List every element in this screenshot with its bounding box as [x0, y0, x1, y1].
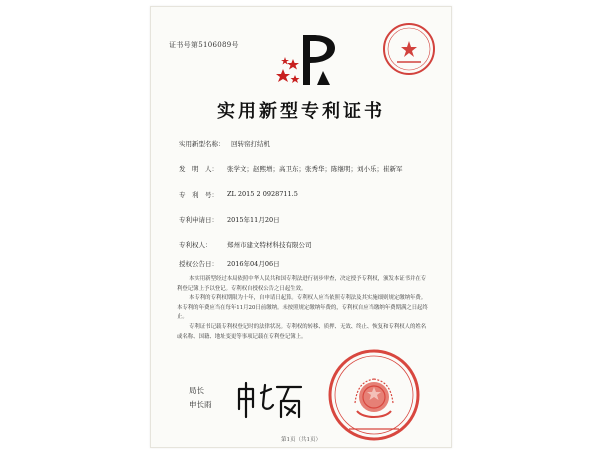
page-footer: 第1页（共1页）	[281, 437, 321, 443]
certificate-title: 实用新型专利证书	[217, 101, 385, 122]
field-label-patentee: 专利权人：	[179, 241, 212, 249]
field-value-patentee: 郑州市建文特材科技有限公司	[227, 241, 312, 249]
body-paragraph: 本实用新型经过本局依照中华人民共和国专利法进行初步审查，决定授予专利权，颁发本证书并在专利登记簿上予以登记。专利权自授权公告之日起生效。	[177, 276, 427, 292]
field-value-application-date: 2015年11月20日	[227, 216, 280, 224]
field-value-name: 回转窑打结机	[231, 140, 270, 148]
official-seal-small-icon	[381, 21, 437, 77]
national-emblem-seal-icon	[319, 345, 429, 445]
signature-title: 局长	[189, 386, 204, 395]
field-value-patent-number: ZL 2015 2 0928711.5	[227, 190, 298, 198]
handwritten-signature-icon	[233, 379, 305, 421]
field-label-patent-number: 专 利 号：	[179, 191, 218, 199]
field-label-publication-date: 授权公告日：	[179, 260, 218, 268]
patent-certificate	[150, 6, 452, 448]
body-paragraph: 本专利的专利权期限为十年，自申请日起算。专利权人应当依照专利法及其实施细则规定缴纳年费。本专利的年费应当在每年11月20日前缴纳。未按照规定缴纳年费的，专利权自应当缴纳年费期满之日起终止。	[177, 295, 428, 321]
patent-office-logo-icon	[273, 27, 343, 89]
field-value-inventors: 张学文；赵熙增；高卫东；张秀华；陈继明；刘小乐；崔新军	[227, 165, 403, 173]
field-label-name: 实用新型名称：	[179, 140, 225, 148]
field-label-inventors: 发 明 人：	[179, 165, 218, 173]
certificate-body	[177, 275, 429, 342]
signatory-name: 申长雨	[189, 400, 212, 409]
certificate-number: 证书号第5106089号	[169, 41, 239, 49]
body-paragraph: 专利证书记载专利权登记时的法律状况。专利权的转移、质押、无效、终止、恢复和专利权人的姓名或名称、国籍、地址变更等事项记载在专利登记簿上。	[177, 323, 427, 340]
field-value-publication-date: 2016年04月06日	[227, 260, 280, 268]
field-label-application-date: 专利申请日：	[179, 216, 218, 224]
